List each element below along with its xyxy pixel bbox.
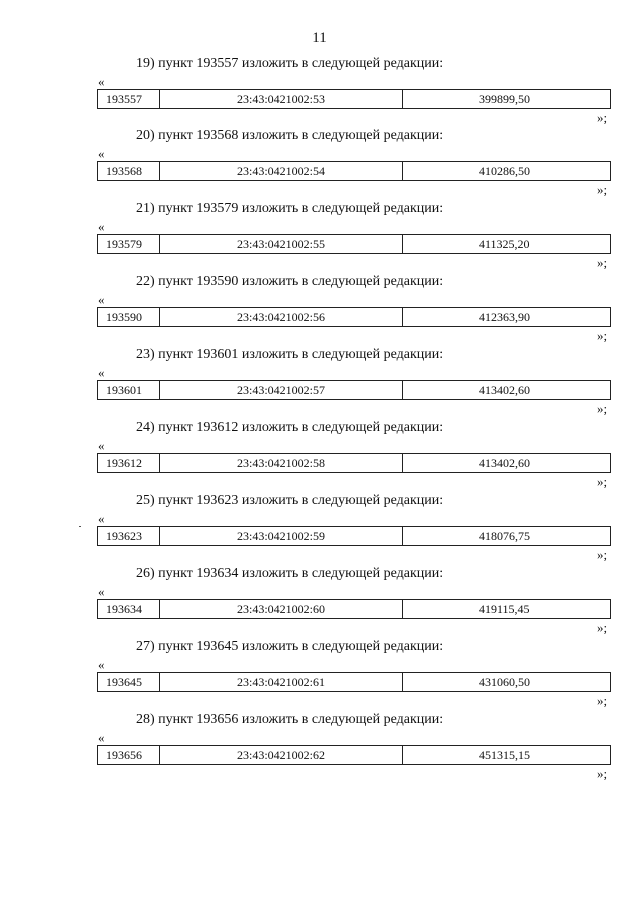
- cadastral-number-cell: 23:43:0421002:54: [160, 162, 403, 180]
- amendment-section: [0, 347, 639, 419]
- amendment-heading: 28) пункт 193656 изложить в следующей редакции:: [136, 712, 444, 727]
- table-row: [97, 453, 611, 473]
- table-row: [97, 526, 611, 546]
- cadastral-number-cell: 23:43:0421002:61: [160, 673, 403, 691]
- amendment-section: [0, 639, 639, 711]
- value-cell: 418076,75: [479, 528, 530, 543]
- amendment-heading: 21) пункт 193579 изложить в следующей редакции:: [136, 201, 444, 216]
- item-id-cell: 193656: [98, 746, 160, 764]
- close-quote: »;: [597, 328, 608, 343]
- value-cell: 399899,50: [479, 91, 530, 106]
- table-row: [97, 307, 611, 327]
- close-quote: »;: [597, 620, 608, 635]
- amendment-section: [0, 128, 639, 200]
- open-quote: «: [98, 730, 105, 745]
- table-row: [97, 89, 611, 109]
- close-quote: »;: [597, 401, 608, 416]
- close-quote: »;: [597, 766, 608, 781]
- close-quote: »;: [597, 255, 608, 270]
- table-row: [97, 380, 611, 400]
- amendment-heading: 23) пункт 193601 изложить в следующей редакции:: [136, 347, 444, 362]
- item-id-cell: 193579: [98, 235, 160, 253]
- open-quote: «: [98, 657, 105, 672]
- value-cell: 413402,60: [479, 382, 530, 397]
- table-row: [97, 672, 611, 692]
- amendment-section: [0, 56, 639, 128]
- cadastral-number-cell: 23:43:0421002:56: [160, 308, 403, 326]
- close-quote: »;: [597, 182, 608, 197]
- table-row: [97, 161, 611, 181]
- amendment-section: [0, 712, 639, 784]
- amendment-heading: 26) пункт 193634 изложить в следующей редакции:: [136, 566, 444, 581]
- amendment-section: [0, 493, 639, 565]
- item-id-cell: 193612: [98, 454, 160, 472]
- cadastral-number-cell: 23:43:0421002:57: [160, 381, 403, 399]
- amendment-section: [0, 420, 639, 492]
- open-quote: «: [98, 292, 105, 307]
- cadastral-number-cell: 23:43:0421002:59: [160, 527, 403, 545]
- value-cell: 451315,15: [479, 747, 530, 762]
- close-quote: »;: [597, 547, 608, 562]
- item-id-cell: 193623: [98, 527, 160, 545]
- value-cell: 412363,90: [479, 309, 530, 324]
- amendment-heading: 22) пункт 193590 изложить в следующей редакции:: [136, 274, 444, 289]
- item-id-cell: 193601: [98, 381, 160, 399]
- cadastral-number-cell: 23:43:0421002:55: [160, 235, 403, 253]
- item-id-cell: 193568: [98, 162, 160, 180]
- open-quote: «: [98, 511, 105, 526]
- item-id-cell: 193590: [98, 308, 160, 326]
- amendment-heading: 24) пункт 193612 изложить в следующей редакции:: [136, 420, 444, 435]
- cadastral-number-cell: 23:43:0421002:58: [160, 454, 403, 472]
- value-cell: 419115,45: [479, 601, 530, 616]
- close-quote: »;: [597, 474, 608, 489]
- table-row: [97, 599, 611, 619]
- open-quote: «: [98, 146, 105, 161]
- open-quote: «: [98, 219, 105, 234]
- amendment-heading: 20) пункт 193568 изложить в следующей редакции:: [136, 128, 444, 143]
- amendment-section: [0, 566, 639, 638]
- amendment-heading: 19) пункт 193557 изложить в следующей редакции:: [136, 56, 444, 71]
- value-cell: 413402,60: [479, 455, 530, 470]
- cadastral-number-cell: 23:43:0421002:53: [160, 90, 403, 108]
- open-quote: «: [98, 365, 105, 380]
- item-id-cell: 193557: [98, 90, 160, 108]
- open-quote: «: [98, 584, 105, 599]
- amendment-section: [0, 274, 639, 346]
- cadastral-number-cell: 23:43:0421002:62: [160, 746, 403, 764]
- value-cell: 410286,50: [479, 163, 530, 178]
- item-id-cell: 193645: [98, 673, 160, 691]
- close-quote: »;: [597, 110, 608, 125]
- open-quote: «: [98, 74, 105, 89]
- amendment-heading: 27) пункт 193645 изложить в следующей редакции:: [136, 639, 444, 654]
- value-cell: 411325,20: [479, 236, 530, 251]
- close-quote: »;: [597, 693, 608, 708]
- table-row: [97, 745, 611, 765]
- item-id-cell: 193634: [98, 600, 160, 618]
- amendment-heading: 25) пункт 193623 изложить в следующей редакции:: [136, 493, 444, 508]
- table-row: [97, 234, 611, 254]
- open-quote: «: [98, 438, 105, 453]
- amendment-section: [0, 201, 639, 273]
- cadastral-number-cell: 23:43:0421002:60: [160, 600, 403, 618]
- page-number: 11: [312, 30, 327, 46]
- value-cell: 431060,50: [479, 674, 530, 689]
